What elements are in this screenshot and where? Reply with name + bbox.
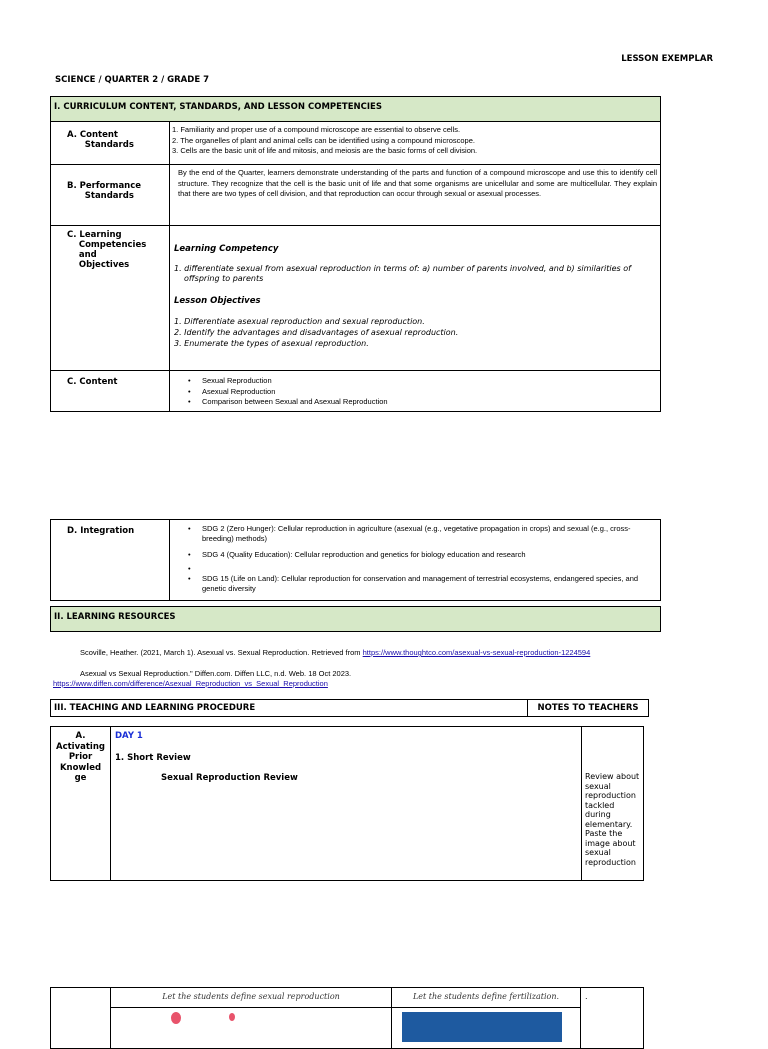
activating-content bbox=[111, 727, 582, 881]
content-standards bbox=[170, 122, 661, 165]
content-item: • Sexual Reproduction bbox=[170, 376, 660, 387]
integration-table bbox=[50, 519, 661, 601]
define-table bbox=[50, 987, 644, 1049]
reference-1-link[interactable]: https://www.thoughtco.com/asexual-vs-sexual-reproduction-1224594 bbox=[362, 648, 591, 657]
content-standards-label: A. Content Standards bbox=[51, 122, 170, 165]
activating-label: A. Activating Prior Knowled ge bbox=[51, 727, 111, 881]
competencies-label: C. Learning Competencies and Objectives bbox=[51, 226, 170, 371]
competencies-cell bbox=[170, 226, 661, 371]
define-fertilization-text: Let the students define fertilization. bbox=[412, 992, 560, 1001]
reference-2 bbox=[53, 679, 328, 690]
content-standard-item: 3. Cells are the basic unit of life and mitosis, and meiosis are the basic forms of cell division. bbox=[172, 146, 478, 155]
performance-standards-label: B. Performance Standards bbox=[51, 165, 170, 226]
define-fertilization-cell bbox=[392, 988, 581, 1049]
reference-1 bbox=[80, 648, 670, 659]
teacher-note: Review about sexual reproduction tackled during elementary. Paste the image about sexual reproduction bbox=[582, 727, 644, 881]
integration-label: D. Integration bbox=[51, 520, 170, 601]
content-list bbox=[170, 371, 661, 412]
reference-1-text: Scoville, Heather. (2021, March 1). Asexual vs. Sexual Reproduction. Retrieved from bbox=[80, 648, 363, 657]
lesson-objectives bbox=[174, 316, 656, 349]
short-review-heading: 1. Short Review bbox=[115, 753, 191, 763]
cell-image bbox=[229, 1013, 235, 1021]
define-label-cell bbox=[51, 988, 111, 1049]
curriculum-table bbox=[50, 96, 661, 412]
integration-item: • SDG 2 (Zero Hunger): Cellular reproduction in agriculture (asexual (e.g., vegetative propagation in crops) and sexual (e.g., cross-breeding) methods) bbox=[170, 524, 656, 544]
day-label: DAY 1 bbox=[115, 731, 143, 741]
review-title: Sexual Reproduction Review bbox=[161, 773, 298, 783]
resources-header bbox=[50, 606, 661, 632]
performance-standards: By the end of the Quarter, learners demonstrate understanding of the parts and function of a compound microscope and use this to identify cell structure. They recognize that the cell is the basic unit of life and that some organisms are unicellular and some are multicellular. They explain that there are two types of cell division, and that reproduction can occur through sexual or asexual processes. bbox=[170, 165, 661, 226]
integration-item bbox=[170, 564, 656, 574]
procedure-header bbox=[50, 699, 649, 717]
doc-type-label: LESSON EXEMPLAR bbox=[621, 54, 713, 64]
notes-title: NOTES TO TEACHERS bbox=[528, 700, 649, 717]
lesson-objective-item: 3. Enumerate the types of asexual reproduction. bbox=[174, 339, 369, 348]
content-item: • Comparison between Sexual and Asexual Reproduction bbox=[170, 397, 660, 408]
procedure-table bbox=[50, 726, 644, 881]
learning-competency-item: 1. differentiate sexual from asexual reproduction in terms of: a) number of parents involved, and b) similarities of offspring to parents bbox=[174, 264, 631, 283]
fertilization-image bbox=[402, 1012, 562, 1042]
define-note-cell: . bbox=[581, 988, 644, 1049]
integration-item: • SDG 4 (Quality Education): Cellular reproduction and genetics for biology education and research bbox=[170, 550, 656, 560]
define-sexual-cell bbox=[111, 988, 392, 1049]
reference-2-text: Asexual vs Sexual Reproduction." Diffen.com. Diffen LLC, n.d. Web. 18 Oct 2023. bbox=[80, 669, 352, 678]
content-label: C. Content bbox=[51, 371, 170, 412]
learning-competency-heading: Learning Competency bbox=[174, 244, 279, 254]
define-sexual-text: Let the students define sexual reproduction bbox=[162, 992, 340, 1001]
content-item: • Asexual Reproduction bbox=[170, 387, 660, 398]
lesson-objective-item: 1. Differentiate asexual reproduction and sexual reproduction. bbox=[174, 317, 425, 326]
content-standard-item: 2. The organelles of plant and animal cells can be identified using a compound microscope. bbox=[172, 135, 475, 145]
content-standard-item: 1. Familiarity and proper use of a compound microscope are essential to observe cells. bbox=[172, 125, 461, 134]
section3-title: III. TEACHING AND LEARNING PROCEDURE bbox=[51, 700, 528, 717]
section2-title: II. LEARNING RESOURCES bbox=[51, 607, 661, 632]
subject-line: SCIENCE / QUARTER 2 / GRADE 7 bbox=[55, 75, 210, 85]
sperm-image bbox=[171, 1012, 181, 1024]
lesson-objective-item: 2. Identify the advantages and disadvantages of asexual reproduction. bbox=[174, 328, 459, 337]
lesson-objectives-heading: Lesson Objectives bbox=[174, 296, 261, 306]
integration-item: • SDG 15 (Life on Land): Cellular reproduction for conservation and management of terrestrial ecosystems, endangered species, and genetic diversity bbox=[170, 574, 656, 594]
reference-2-link[interactable]: https://www.diffen.com/difference/Asexual_Reproduction_vs_Sexual_Reproduction bbox=[53, 679, 328, 688]
section1-title: I. CURRICULUM CONTENT, STANDARDS, AND LESSON COMPETENCIES bbox=[51, 97, 661, 122]
integration-list bbox=[170, 520, 661, 601]
